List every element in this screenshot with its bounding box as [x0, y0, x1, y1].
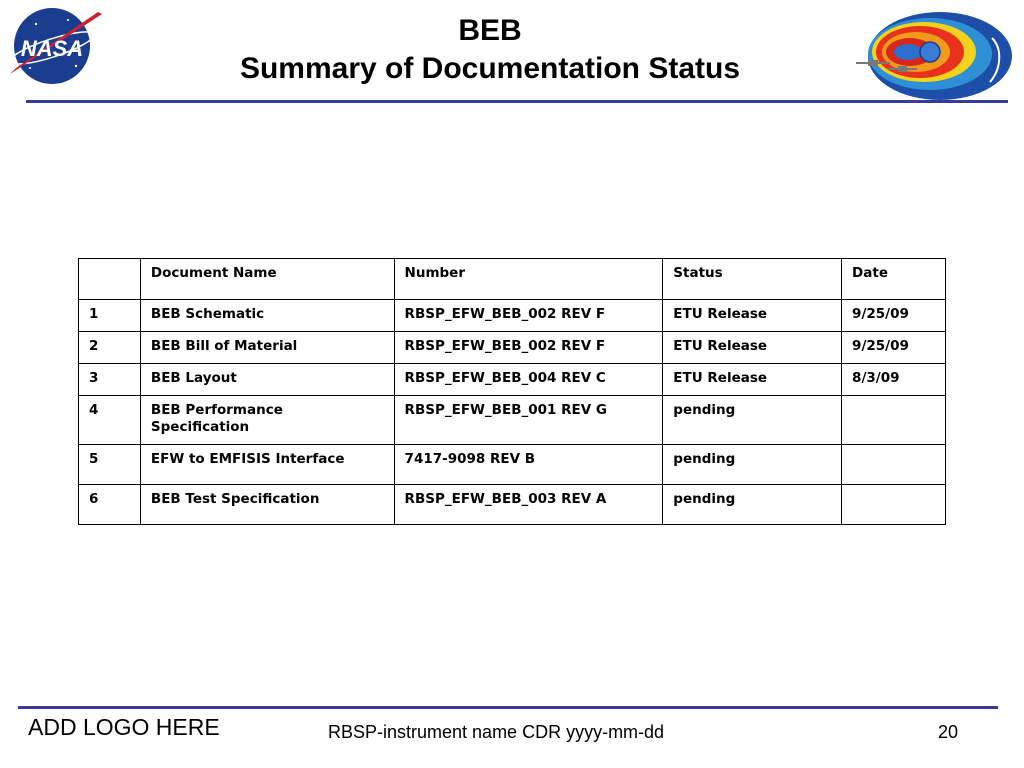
document-name: BEB Test Specification: [140, 485, 394, 525]
row-number: 2: [79, 332, 141, 364]
table-row: [79, 396, 946, 445]
row-number: 3: [79, 364, 141, 396]
row-number: 1: [79, 300, 141, 332]
table-row: [79, 485, 946, 525]
document-status: ETU Release: [663, 332, 842, 364]
page-title: [150, 12, 830, 88]
document-status: pending: [663, 396, 842, 445]
header-cell-status: Status: [663, 259, 842, 300]
document-status: pending: [663, 485, 842, 525]
header-cell-document-name: Document Name: [140, 259, 394, 300]
document-number: RBSP_EFW_BEB_004 REV C: [394, 364, 663, 396]
footer-presentation-label: RBSP-instrument name CDR yyyy-mm-dd: [328, 722, 665, 742]
documentation-status-table: [78, 258, 946, 525]
document-date: [842, 485, 946, 525]
table-row: [79, 445, 946, 485]
table-row: [79, 300, 946, 332]
document-date: [842, 445, 946, 485]
footer-logo-placeholder: ADD LOGO HERE: [28, 714, 220, 740]
document-status: pending: [663, 445, 842, 485]
document-number: RBSP_EFW_BEB_002 REV F: [394, 332, 663, 364]
row-number: 4: [79, 396, 141, 445]
document-number: RBSP_EFW_BEB_002 REV F: [394, 300, 663, 332]
document-number: RBSP_EFW_BEB_001 REV G: [394, 396, 663, 445]
header-cell-num: [79, 259, 141, 300]
footer-divider: [18, 706, 998, 709]
document-date: 9/25/09: [842, 332, 946, 364]
radiation-belts-illustration: [852, 8, 1014, 106]
document-number: 7417-9098 REV B: [394, 445, 663, 485]
document-date: 8/3/09: [842, 364, 946, 396]
document-name: BEB Schematic: [140, 300, 394, 332]
header-cell-date: Date: [842, 259, 946, 300]
table-header-row: [79, 259, 946, 300]
title-line-1: BEB: [458, 14, 522, 47]
nasa-logo: [6, 4, 104, 86]
document-status: ETU Release: [663, 364, 842, 396]
document-status: ETU Release: [663, 300, 842, 332]
document-name: BEB Layout: [140, 364, 394, 396]
document-date: 9/25/09: [842, 300, 946, 332]
table-row: [79, 332, 946, 364]
document-number: RBSP_EFW_BEB_003 REV A: [394, 485, 663, 525]
document-name: BEB Performance Specification: [140, 396, 394, 445]
header-cell-number: Number: [394, 259, 663, 300]
row-number: 5: [79, 445, 141, 485]
header-divider: [26, 100, 1008, 103]
page-number: 20: [938, 722, 959, 742]
title-line-2: Summary of Documentation Status: [239, 52, 741, 85]
table-row: [79, 364, 946, 396]
document-date: [842, 396, 946, 445]
row-number: 6: [79, 485, 141, 525]
document-name: EFW to EMFISIS Interface: [140, 445, 394, 485]
document-name: BEB Bill of Material: [140, 332, 394, 364]
nasa-logo-text: NASA: [20, 36, 84, 61]
